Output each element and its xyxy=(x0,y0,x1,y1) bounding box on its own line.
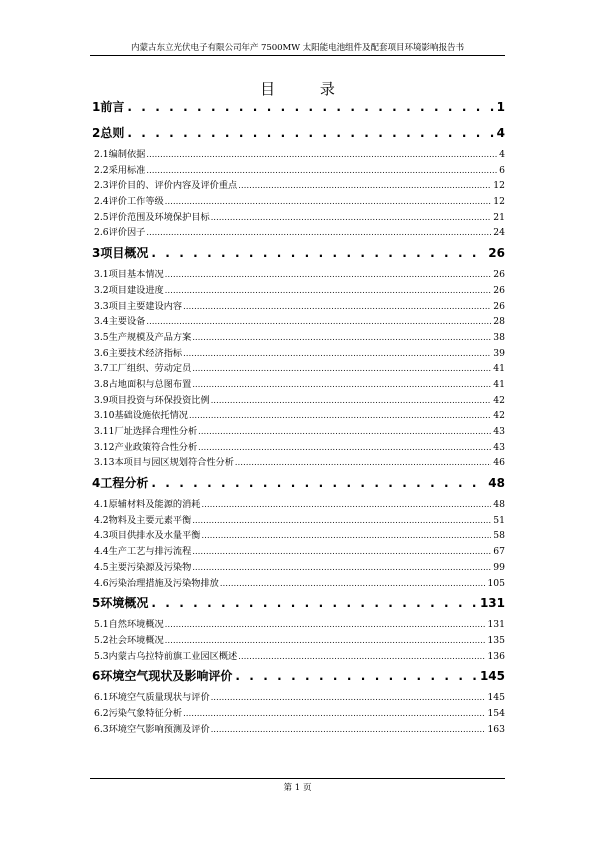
toc-chapter-entry[interactable] xyxy=(90,474,505,496)
toc-section-entry[interactable] xyxy=(90,705,505,721)
toc-section-entry[interactable] xyxy=(90,209,505,225)
toc-entry-label: 生产规模及产品方案 xyxy=(108,331,192,343)
toc-entry-page-number: 12 xyxy=(493,196,505,208)
toc-dot-leader xyxy=(198,427,491,436)
toc-section-entry[interactable] xyxy=(90,193,505,209)
toc-entry-number: 3.7 xyxy=(94,363,109,375)
toc-entry-label: 内蒙古乌拉特前旗工业园区概述 xyxy=(108,650,238,662)
toc-section-entry[interactable] xyxy=(90,527,505,543)
toc-entry-number: 3.10 xyxy=(94,410,115,422)
toc-entry-label: 产业政策符合性分析 xyxy=(114,441,198,453)
toc-entry-label: 污染气象特征分析 xyxy=(108,707,183,719)
toc-entry-label: 主要设备 xyxy=(108,316,146,328)
toc-dot-leader xyxy=(202,531,492,540)
toc-entry-label: 污染治理措施及污染物排放 xyxy=(108,577,219,589)
toc-entry-number: 6 xyxy=(92,669,101,684)
toc-dot-leader xyxy=(165,270,492,279)
toc-entry-page-number: 48 xyxy=(488,476,505,491)
toc-dot-leader xyxy=(238,181,491,190)
toc-section-entry[interactable] xyxy=(90,689,505,705)
toc-entry-page-number: 21 xyxy=(493,211,505,223)
toc-dot-leader xyxy=(235,458,491,467)
toc-section-entry[interactable] xyxy=(90,454,505,470)
toc-chapter-entry[interactable] xyxy=(90,98,505,120)
toc-dot-leader xyxy=(192,547,491,556)
toc-dot-leader xyxy=(202,500,492,509)
toc-chapter-entry[interactable] xyxy=(90,594,505,616)
toc-dot-leader xyxy=(151,476,486,490)
toc-entry-label: 占地面积与总图布置 xyxy=(108,378,192,390)
toc-entry-label: 厂址选择合理性分析 xyxy=(114,426,198,437)
toc-entry-page-number: 135 xyxy=(487,634,505,646)
toc-section-entry[interactable] xyxy=(90,616,505,632)
toc-entry-page-number: 26 xyxy=(493,284,505,296)
toc-entry-page-number: 105 xyxy=(487,577,505,589)
toc-section-entry[interactable] xyxy=(90,512,505,528)
toc-entry-label: 项目概况 xyxy=(100,246,149,261)
toc-entry-label: 编制依据 xyxy=(108,149,146,160)
toc-entry-number: 2.6 xyxy=(94,227,109,239)
toc-dot-leader xyxy=(146,317,491,326)
toc-section-entry[interactable] xyxy=(90,575,505,591)
toc-entry-number: 5.1 xyxy=(94,619,109,631)
toc-entry-label: 评价目的、评价内容及评价重点 xyxy=(108,180,238,192)
toc-entry-number: 3.5 xyxy=(94,331,109,343)
toc-dot-leader xyxy=(192,333,491,342)
toc-entry-number: 3.3 xyxy=(94,300,109,312)
toc-dot-leader xyxy=(211,396,492,405)
toc-entry-number: 3.4 xyxy=(94,316,109,328)
toc-section-entry[interactable] xyxy=(90,423,505,439)
toc-entry-page-number: 145 xyxy=(479,669,505,684)
toc-entry-label: 采用标准 xyxy=(108,164,146,176)
toc-entry-number: 2.5 xyxy=(94,211,109,223)
toc-entry-page-number: 145 xyxy=(487,692,505,704)
toc-dot-leader xyxy=(151,596,478,610)
toc-entry-label: 前言 xyxy=(100,100,125,114)
toc-entry-page-number: 48 xyxy=(493,499,505,511)
toc-entry-label: 社会环境概况 xyxy=(108,634,164,646)
toc-section-entry[interactable] xyxy=(90,559,505,575)
toc-dot-leader xyxy=(127,100,494,114)
toc-dot-leader xyxy=(183,302,491,311)
toc-entry-label: 环境空气现状及影响评价 xyxy=(100,669,233,684)
toc-section-entry[interactable] xyxy=(90,648,505,664)
toc-section-entry[interactable] xyxy=(90,496,505,512)
toc-entry-label: 项目建设进度 xyxy=(108,284,164,296)
toc-entry-page-number: 154 xyxy=(487,707,505,719)
toc-entry-label: 原辅材料及能源的消耗 xyxy=(108,499,201,511)
toc-title: 目 录 xyxy=(260,80,355,98)
toc-entry-number: 2.4 xyxy=(94,196,109,208)
toc-entry-page-number: 67 xyxy=(493,546,505,558)
toc-entry-number: 3.9 xyxy=(94,394,109,406)
toc-entry-page-number: 4 xyxy=(499,149,505,160)
toc-entry-page-number: 4 xyxy=(496,126,505,140)
toc-dot-leader xyxy=(146,228,491,237)
toc-entry-label: 本项目与园区规划符合性分析 xyxy=(114,457,234,469)
toc-dot-leader xyxy=(235,669,478,683)
toc-section-entry[interactable] xyxy=(90,392,505,408)
toc-chapter-entry[interactable] xyxy=(90,667,505,689)
toc-dot-leader xyxy=(220,579,486,588)
toc-entry-label: 项目投资与环保投资比例 xyxy=(108,394,210,406)
toc-entry-number: 6.2 xyxy=(94,707,109,719)
toc-dot-leader xyxy=(165,620,486,629)
toc-dot-leader xyxy=(192,364,491,373)
toc-entry-page-number: 26 xyxy=(488,246,505,261)
toc-section-entry[interactable] xyxy=(90,298,505,314)
toc-entry-number: 4.1 xyxy=(94,499,109,511)
header-rule xyxy=(90,55,505,56)
toc-entry-page-number: 12 xyxy=(493,180,505,192)
toc-dot-leader xyxy=(238,652,485,661)
toc-entry-label: 物料及主要元素平衡 xyxy=(108,514,192,526)
toc-entry-number: 1 xyxy=(92,100,101,114)
toc-entry-label: 环境空气质量现状与评价 xyxy=(108,692,210,704)
toc-entry-number: 6.1 xyxy=(94,692,109,704)
toc-dot-leader xyxy=(183,349,491,358)
toc-entry-page-number: 136 xyxy=(487,650,505,662)
toc-dot-leader xyxy=(192,516,491,525)
toc-section-entry[interactable] xyxy=(90,282,505,298)
toc-dot-leader xyxy=(165,286,492,295)
toc-section-entry[interactable] xyxy=(90,146,505,162)
toc-dot-leader xyxy=(211,693,486,702)
toc-entry-label: 项目主要建设内容 xyxy=(108,300,183,312)
toc-entry-number: 3.6 xyxy=(94,347,109,359)
toc-entry-number: 4.4 xyxy=(94,546,109,558)
toc-entry-page-number: 28 xyxy=(493,316,505,328)
toc-entry-page-number: 131 xyxy=(479,596,505,611)
toc-entry-page-number: 38 xyxy=(493,331,505,343)
toc-entry-page-number: 42 xyxy=(493,394,505,406)
toc-section-entry[interactable] xyxy=(90,407,505,423)
toc-entry-number: 3.2 xyxy=(94,284,109,296)
toc-chapter-entry[interactable] xyxy=(90,244,505,266)
toc-section-entry[interactable] xyxy=(90,266,505,282)
toc-section-entry[interactable] xyxy=(90,313,505,329)
toc-section-entry[interactable] xyxy=(90,177,505,193)
toc-entry-label: 项目供排水及水量平衡 xyxy=(108,530,201,542)
toc-entry-number: 3.13 xyxy=(94,457,115,469)
toc-dot-leader xyxy=(211,213,492,222)
toc-entry-label: 基础设施依托情况 xyxy=(114,410,188,422)
toc-entry-number: 3 xyxy=(92,246,101,261)
toc-entry-number: 2 xyxy=(92,126,101,140)
toc-entry-page-number: 6 xyxy=(499,164,505,176)
toc-entry-page-number: 26 xyxy=(493,269,505,281)
toc-entry-label: 评价因子 xyxy=(108,227,146,239)
toc-entry-number: 5.2 xyxy=(94,634,109,646)
toc-entry-number: 5 xyxy=(92,596,101,611)
toc-entry-label: 自然环境概况 xyxy=(108,619,164,631)
toc-section-entry[interactable] xyxy=(90,376,505,392)
toc-dot-leader xyxy=(183,709,485,718)
toc-dot-leader xyxy=(189,411,491,420)
toc-entry-number: 4.6 xyxy=(94,577,109,589)
toc-entry-page-number: 39 xyxy=(493,347,505,359)
toc-dot-leader xyxy=(198,443,491,452)
table-of-contents xyxy=(90,98,505,736)
toc-dot-leader xyxy=(165,636,486,645)
toc-entry-label: 工厂组织、劳动定员 xyxy=(108,363,192,375)
toc-entry-number: 3.12 xyxy=(94,441,115,453)
toc-entry-label: 评价范围及环境保护目标 xyxy=(108,211,210,223)
toc-entry-number: 4.3 xyxy=(94,530,109,542)
toc-dot-leader xyxy=(151,246,486,260)
toc-entry-page-number: 43 xyxy=(493,426,505,437)
toc-entry-number: 2.1 xyxy=(94,149,109,160)
toc-entry-page-number: 41 xyxy=(493,378,505,390)
toc-entry-label: 工程分析 xyxy=(100,476,149,491)
toc-entry-number: 4 xyxy=(92,476,101,491)
toc-entry-page-number: 26 xyxy=(493,300,505,312)
toc-entry-label: 项目基本情况 xyxy=(108,269,164,281)
toc-entry-label: 主要污染源及污染物 xyxy=(108,561,192,573)
toc-entry-label: 环境空气影响预测及评价 xyxy=(108,723,210,735)
toc-entry-number: 3.8 xyxy=(94,378,109,390)
toc-dot-leader xyxy=(192,380,491,389)
toc-entry-label: 环境概况 xyxy=(100,596,149,611)
toc-entry-number: 4.5 xyxy=(94,561,109,573)
toc-section-entry[interactable] xyxy=(90,329,505,345)
toc-entry-number: 6.3 xyxy=(94,723,109,735)
toc-dot-leader xyxy=(127,126,494,140)
toc-entry-page-number: 42 xyxy=(493,410,505,422)
toc-dot-leader xyxy=(146,150,497,159)
running-header: 内蒙古东立光伏电子有限公司年产 7500MW 太阳能电池组件及配套项目环境影响报告书 xyxy=(131,43,464,53)
toc-entry-page-number: 58 xyxy=(493,530,505,542)
toc-section-entry[interactable] xyxy=(90,224,505,240)
toc-entry-page-number: 1 xyxy=(496,100,505,114)
toc-section-entry[interactable] xyxy=(90,721,505,737)
toc-section-entry[interactable] xyxy=(90,439,505,455)
toc-entry-label: 总则 xyxy=(100,126,125,140)
toc-entry-page-number: 24 xyxy=(493,227,505,239)
toc-entry-number: 3.11 xyxy=(94,426,115,437)
toc-entry-page-number: 99 xyxy=(493,561,505,573)
toc-entry-page-number: 51 xyxy=(493,514,505,526)
toc-entry-label: 生产工艺与排污流程 xyxy=(108,546,192,558)
toc-dot-leader xyxy=(165,197,492,206)
toc-entry-page-number: 46 xyxy=(493,457,505,469)
toc-entry-number: 4.2 xyxy=(94,514,109,526)
toc-entry-page-number: 163 xyxy=(487,723,505,735)
toc-section-entry[interactable] xyxy=(90,632,505,648)
toc-entry-page-number: 41 xyxy=(493,363,505,375)
toc-dot-leader xyxy=(146,166,497,175)
toc-entry-number: 5.3 xyxy=(94,650,109,662)
toc-entry-number: 2.2 xyxy=(94,164,109,176)
toc-chapter-entry[interactable] xyxy=(90,124,505,146)
toc-section-entry[interactable] xyxy=(90,360,505,376)
toc-entry-page-number: 131 xyxy=(487,619,505,631)
toc-section-entry[interactable] xyxy=(90,162,505,178)
toc-entry-number: 3.1 xyxy=(94,269,109,281)
toc-section-entry[interactable] xyxy=(90,345,505,361)
toc-entry-number: 2.3 xyxy=(94,180,109,192)
footer-rule xyxy=(90,778,505,779)
toc-entry-page-number: 43 xyxy=(493,441,505,453)
toc-dot-leader xyxy=(192,563,491,572)
toc-entry-label: 主要技术经济指标 xyxy=(108,347,183,359)
page-footer: 第 1 页 xyxy=(283,783,312,793)
toc-section-entry[interactable] xyxy=(90,543,505,559)
toc-entry-label: 评价工作等级 xyxy=(108,196,164,208)
toc-dot-leader xyxy=(211,725,486,734)
